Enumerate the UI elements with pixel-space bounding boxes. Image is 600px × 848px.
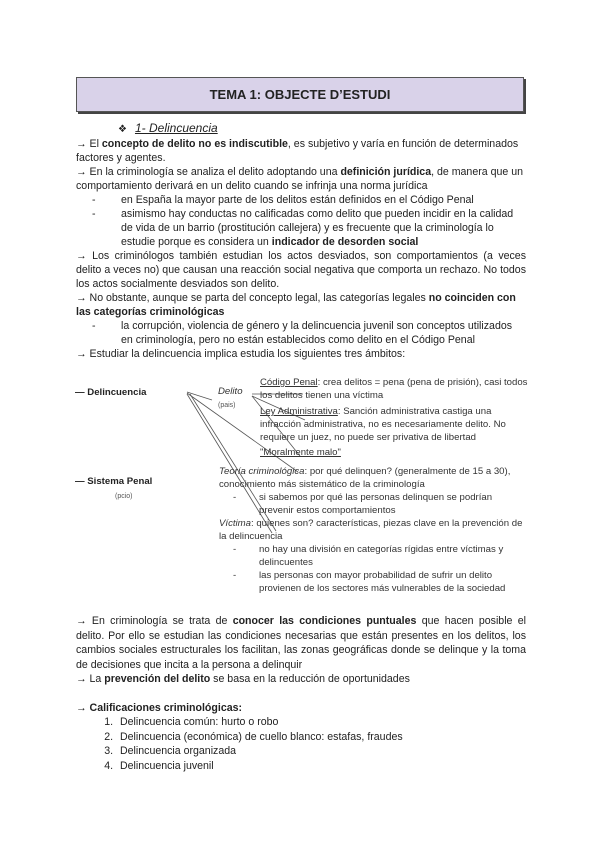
- diagram-sistema-sub: (pcio): [115, 493, 133, 500]
- diagram-delito: Delito: [218, 386, 243, 397]
- paragraph: → En criminología se trata de conocer las condiciones puntuales que hacen posible el delito. Por ello se estudian las condiciones necesarias que están presentes en los delitos, los cambios sociales estructurales los facilitan, las zonas geográficas donde se delinque y la toma de decisiones que incita a la persona a delinquir: [76, 615, 526, 671]
- list-item: - la corrupción, violencia de género y la delincuencia juvenil son conceptos utilizados en criminología, pero no están establecidos como delito en el Código Penal: [76, 319, 526, 347]
- list-item: - en España la mayor parte de los delitos están definidos en el Código Penal: [76, 193, 526, 207]
- diagram-teoria-item: - si sabemos por qué las personas delinquen se podrían prevenir estos comportamientos: [219, 491, 509, 517]
- paragraph: → El concepto de delito no es indiscutible, es subjetivo y varía en función de determinados factores y agentes.: [76, 138, 519, 164]
- diagram-delito-sub: (pais): [218, 402, 236, 409]
- paragraph: → No obstante, aunque se parta del concepto legal, las categorías legales no coinciden con las categorías criminológicas: [76, 292, 516, 318]
- list-item: - asimismo hay conductas no calificadas como delito que pueden incidir en la calidad de vida de un barrio (prostitución callejera) y es frecuente que la criminología lo estudie porque es considera un indicador de desorden social: [76, 207, 526, 249]
- diagram-delincuencia: — Delincuencia: [75, 387, 147, 398]
- diagram-teoria: Teoría criminológica: por qué delinquen? (generalmente de 15 a 30), conocimiento más sistemático de la criminología: [219, 466, 511, 490]
- paragraph: → En la criminología se analiza el delito adoptando una definición jurídica, de manera que un comportamiento derivará en un delito cuando se infrinja una norma jurídica: [76, 166, 523, 192]
- list-item: 4. Delincuencia juvenil: [116, 759, 526, 774]
- diagram-ley-administrativa: Ley Administrativa: Sanción administrativa castiga una infracción administrativa, no es necesariamente delito. No requiere un juez, no puede ser privativa de libertad: [260, 406, 506, 443]
- diagram-victima: Víctima: quienes son? características, piezas clave en la prevención de la delincuencia: [219, 518, 523, 542]
- list-item: 2. Delincuencia (económica) de cuello blanco: estafas, fraudes: [116, 730, 526, 745]
- diagram-sistema-penal: — Sistema Penal: [75, 476, 153, 487]
- paragraph: → Los criminólogos también estudian los actos desviados, son comportamientos (a veces delito a veces no) que causan una reacción social negativa que comporta un rechazo. No todos los actos socialmente desviados son delito.: [76, 250, 526, 290]
- page-title: TEMA 1: OBJECTE D’ESTUDI: [76, 77, 524, 112]
- closing-text: [76, 614, 526, 773]
- calificaciones-list: [76, 715, 526, 773]
- diagram-victima-item: - las personas con mayor probabilidad de sufrir un delito provienen de los sectores más vulnerables de la sociedad: [219, 569, 509, 595]
- diamond-bullet-icon: ❖: [118, 124, 127, 135]
- section-heading: ❖ 1- Delincuencia: [118, 121, 218, 135]
- diagram-codigo-penal: Código Penal: crea delitos = pena (pena de prisión), casi todos los delitos tienen una víctima: [260, 377, 528, 401]
- diagram-victima-item: - no hay una división en categorías rígidas entre víctimas y delincuentes: [219, 543, 509, 569]
- calificaciones-heading: → Calificaciones criminológicas:: [76, 701, 243, 714]
- diagram-moralmente-malo: "Moralmente malo": [260, 447, 341, 458]
- list-item: 1. Delincuencia común: hurto o robo: [116, 715, 526, 730]
- list-item: 3. Delincuencia organizada: [116, 744, 526, 759]
- paragraph: → La prevención del delito se basa en la reducción de oportunidades: [76, 673, 410, 685]
- paragraph: → Estudiar la delincuencia implica estudia los siguientes tres ámbitos:: [76, 348, 406, 360]
- diagram-right-column: [219, 376, 529, 595]
